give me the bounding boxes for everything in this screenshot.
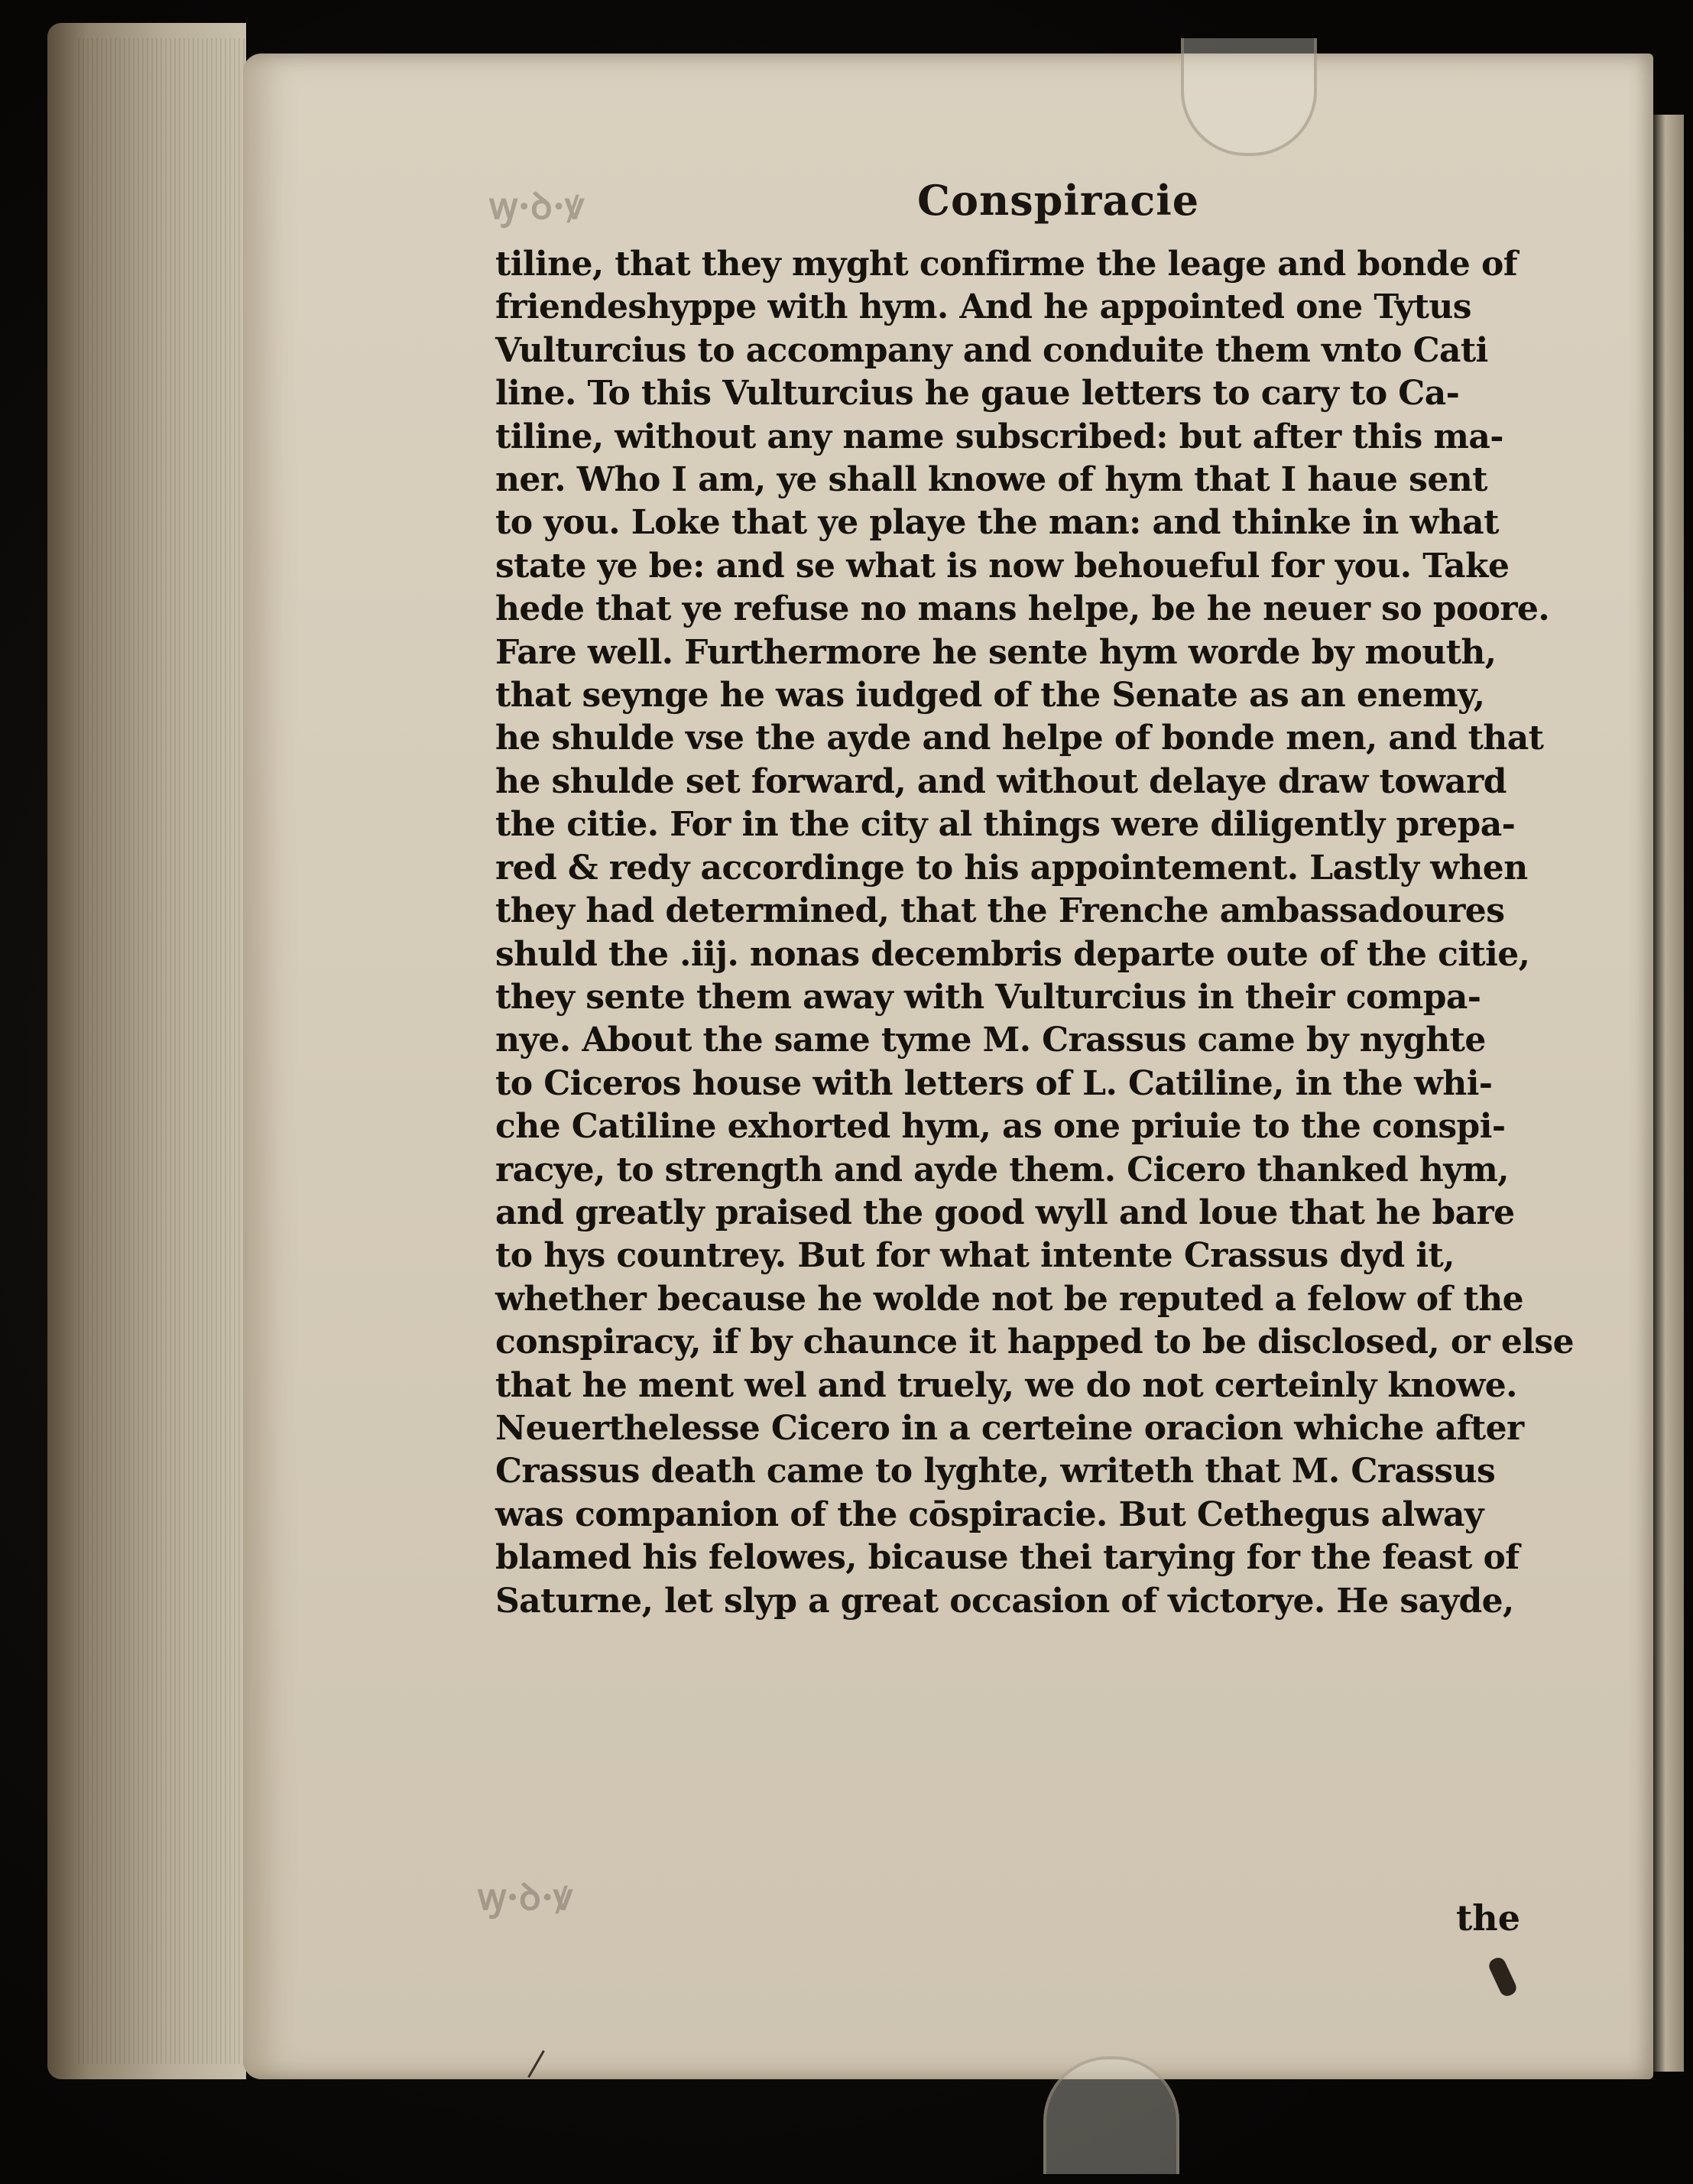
text-line: ner. Who I am, ye shall knowe of hym that I haue sent [495, 460, 1487, 500]
running-head: Conspiracie [917, 176, 1200, 225]
body-text [495, 243, 1588, 1623]
text-line: to Ciceros house with letters of L. Catiline, in the whi- [495, 1063, 1493, 1103]
text-line: whether because he wolde not be reputed a felow of the [495, 1279, 1524, 1319]
clip-bottom [1043, 2056, 1179, 2174]
text-line: they sente them away with Vulturcius in their compa- [495, 977, 1481, 1017]
text-line: friendeshyppe with hym. And he appointed one Tytus [495, 287, 1471, 327]
text-line: to you. Loke that ye playe the man: and thinke in what [495, 503, 1499, 543]
text-line: shuld the .iij. nonas decembris departe oute of the citie, [495, 934, 1530, 974]
text-line: and greatly praised the good wyll and loue that he bare [495, 1193, 1515, 1232]
text-line: Vulturcius to accompany and conduite them vnto Cati [495, 330, 1488, 370]
text-line: that seynge he was iudged of the Senate as an enemy, [495, 676, 1485, 716]
text-line: he shulde vse the ayde and helpe of bonde men, and that [495, 719, 1544, 758]
text-line: Crassus death came to lyghte, writeth that M. Crassus [495, 1452, 1496, 1491]
text-line: nye. About the same tyme M. Crassus came by nyghte [495, 1021, 1486, 1060]
text-line: che Catiline exhorted hym, as one priuie to the conspi- [495, 1107, 1506, 1147]
text-line: to hys countrey. But for what intente Crassus dyd it, [495, 1236, 1455, 1276]
text-line: tiline, without any name subscribed: but after this ma- [495, 417, 1503, 456]
text-line: he shulde set forward, and without delaye draw toward [495, 761, 1507, 801]
text-line: tiline, that they myght confirme the leage and bonde of [495, 245, 1518, 284]
page-edges-left [47, 23, 246, 2079]
text-line: the citie. For in the city al things were diligently prepa- [495, 805, 1516, 845]
text-line: Neuerthelesse Cicero in a certeine oracion whiche after [495, 1408, 1524, 1448]
text-line: was companion of the cōspiracie. But Cethegus alway [495, 1494, 1484, 1534]
text-line: racye, to strength and ayde them. Cicero thanked hym, [495, 1150, 1509, 1189]
text-line: state ye be: and se what is now behoueful for you. Take [495, 546, 1510, 586]
text-line: they had determined, that the Frenche ambassadoures [495, 891, 1505, 931]
text-line: blamed his felowes, bicause thei tarying for the feast of [495, 1538, 1519, 1578]
show-through-top: ꝡ·ꝺ·ꝟ [489, 185, 584, 228]
text-line: hede that ye refuse no mans helpe, be he neuer so poore. [495, 589, 1550, 629]
catchword: the [1456, 1897, 1520, 1939]
show-through-bottom: ꝡ·ꝺ·ꝟ [478, 1876, 572, 1919]
text-line: line. To this Vulturcius he gaue letters to cary to Ca- [495, 374, 1460, 414]
text-line: that he ment wel and truely, we do not certeinly knowe. [495, 1365, 1517, 1405]
text-line: Saturne, let slyp a great occasion of victorye. He sayde, [495, 1581, 1514, 1621]
facing-page-edge [1653, 115, 1684, 2072]
text-line: conspiracy, if by chaunce it happed to be disclosed, or else [495, 1322, 1574, 1362]
text-line: red & redy accordinge to his appointement. Lastly when [495, 848, 1528, 888]
text-line: Fare well. Furthermore he sente hym worde by mouth, [495, 632, 1497, 672]
